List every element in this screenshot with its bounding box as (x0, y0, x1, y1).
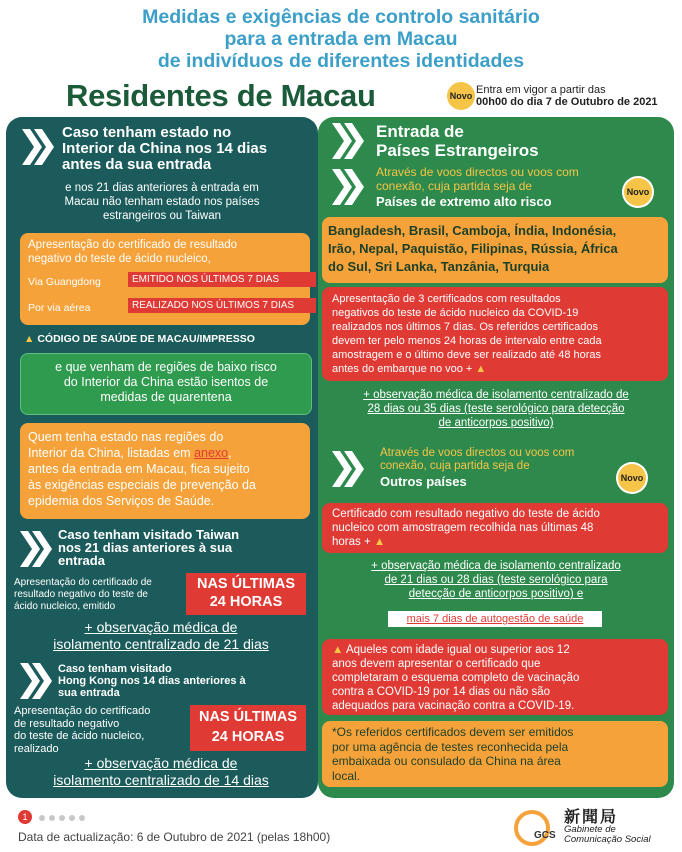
warning-icon: ▲ (332, 644, 344, 656)
high-risk-intro (376, 165, 579, 210)
listed-line: antes da entrada em Macau, fica sujeito (28, 462, 250, 476)
title-line: Medidas e exigências de controlo sanitário (142, 6, 540, 28)
age-line: anos devem apresentar o certificado que (332, 658, 541, 670)
countries-box (322, 217, 668, 283)
org-chinese: 新聞局 (564, 809, 619, 826)
other-heading: Outros países (380, 474, 467, 489)
air-requirement-badge: REALIZADO NOS ÚLTIMOS 7 DIAS (128, 298, 316, 313)
note-line: por uma agência de testes reconhecida pela (332, 739, 569, 754)
listed-text: Interior da China, listadas em (28, 446, 191, 460)
page-indicator (18, 808, 89, 826)
arrow-icon: ▲ (24, 333, 38, 345)
hk-cert-line: de resultado negativo (14, 717, 120, 730)
listed-line (28, 445, 302, 461)
taiwan-cert-line: ácido nucleico, emitido (14, 601, 116, 612)
subtext-line: e nos 21 dias anteriores à entrada em (65, 182, 259, 194)
page-subtitle: Residentes de Macau (66, 78, 376, 113)
effective-line: 00h00 do dia 7 de Outubro de 2021 (476, 96, 658, 108)
hk-timing-line: NAS ÚLTIMAS (198, 709, 297, 725)
vaccination-text (322, 639, 668, 717)
new-badge: Novo (447, 82, 475, 110)
test-box-text (28, 238, 237, 266)
listed-regions-text (20, 423, 310, 515)
hk-timing-badge (190, 705, 306, 751)
listed-regions-box (20, 423, 310, 519)
obs2-line: detecção de anticorpos positivo) e (408, 588, 584, 600)
page-dots (39, 808, 89, 825)
gcs-logo (510, 806, 556, 846)
hk-cert-text (14, 705, 150, 755)
current-page-dot[interactable]: 1 (18, 810, 32, 824)
taiwan-title-line: Caso tenham visitado Taiwan (58, 527, 240, 542)
three-cert-line: amostragem e o último deve ser realizado até 48 horas (332, 349, 602, 361)
observation-28-35 (328, 388, 664, 430)
test-box-line: negativo do teste de ácido nucleico, (28, 253, 211, 265)
taiwan-title (58, 528, 239, 567)
high-risk-heading: Países de extremo alto risco (376, 194, 552, 209)
new-badge: Novo (624, 178, 652, 206)
page-dot[interactable] (49, 815, 55, 821)
three-cert-text (322, 287, 668, 381)
hk-cert-line: realizado (14, 742, 59, 755)
taiwan-obs-line: + observação médica de (84, 619, 238, 635)
foreign-title (376, 122, 539, 160)
section-title-china (62, 125, 267, 173)
note-box (322, 721, 668, 787)
vaccination-box (322, 639, 668, 715)
obs1-line: + observação médica de isolamento centralizado de (363, 389, 629, 401)
note-line: *Os referidos certificados devem ser emitidos (332, 725, 574, 739)
obs2-line: + observação médica de isolamento centralizado (371, 560, 621, 572)
page-title (0, 6, 682, 72)
age-line: completaram o esquema completo de vacinação (332, 672, 580, 684)
gcs-logo-icon (510, 806, 556, 846)
note-line: embaixada ou consulado da China na área (332, 754, 561, 768)
page-dot[interactable] (39, 815, 45, 821)
page-dot[interactable] (69, 815, 75, 821)
high-risk-line: Através de voos directos ou voos com (376, 165, 579, 179)
three-cert-line (332, 362, 658, 376)
page-dot[interactable] (59, 815, 65, 821)
chevron-right-icon (330, 449, 370, 489)
via-guangdong-label: Via Guangdong (28, 276, 101, 288)
hk-title (58, 663, 246, 699)
guangdong-requirement-badge: EMITIDO NOS ÚLTIMOS 7 DIAS (128, 272, 316, 287)
low-risk-box (20, 353, 312, 415)
three-certificates-box (322, 287, 668, 381)
listed-text: , (228, 446, 232, 460)
title-line: para a entrada em Macau (224, 28, 458, 50)
note-text (322, 721, 668, 787)
org-line: Gabinete de (564, 824, 616, 835)
other-countries-intro (380, 447, 574, 491)
three-cert-text-end: antes do embarque no voo + (332, 363, 473, 375)
countries-line: do Sul, Sri Lanka, Tanzânia, Turquia (328, 259, 550, 274)
taiwan-obs-line: isolamento centralizado de 21 dias (53, 636, 269, 652)
low-risk-line: medidas de quarentena (100, 390, 232, 404)
note-line: local. (332, 768, 361, 783)
gcs-logo-text: GCS (534, 830, 556, 841)
age-text: Aqueles com idade igual ou superior aos 12 (345, 644, 570, 656)
taiwan-cert-line: Apresentação do certificado de (14, 577, 152, 588)
hk-obs-line: isolamento centralizado de 14 dias (53, 772, 269, 788)
age-line: contra a COVID-19 por 14 dias ou não são (332, 686, 550, 698)
observation-21-28 (328, 559, 664, 601)
three-cert-line: Apresentação de 3 certificados com resultados (332, 293, 561, 305)
effective-line: Entra em vigor a partir das (476, 84, 606, 96)
section-title-line: antes da sua entrada (62, 156, 212, 173)
chevron-right-icon (18, 529, 58, 569)
chevron-right-icon (20, 127, 56, 167)
taiwan-timing-badge (186, 573, 306, 615)
cert-48h-text (322, 503, 668, 553)
foreign-title-line: Entrada de (376, 122, 464, 141)
foreign-countries-panel (318, 117, 674, 798)
new-badge: Novo (618, 464, 646, 492)
listed-line: às exigências especiais de prevenção da (28, 478, 256, 492)
three-cert-line: realizados nos últimos 7 dias. Os referidos certificados (332, 321, 598, 333)
other-line: conexão, cuja partida seja de (380, 460, 530, 472)
subtext-line: estrangeiros ou Taiwan (102, 210, 222, 222)
low-risk-line: do Interior da China estão isentos de (63, 375, 269, 389)
warning-icon: ▲ (475, 363, 487, 375)
taiwan-cert-line: resultado negativo do teste de (14, 589, 148, 600)
hk-title-line: Hong Kong nos 14 dias anteriores à (58, 675, 246, 687)
cert48-text-end: horas + (332, 536, 371, 548)
chevron-right-icon (330, 121, 370, 161)
chevron-right-icon (18, 661, 58, 701)
hk-obs-line: + observação médica de (84, 755, 238, 771)
health-code-text: CÓDIGO DE SAÚDE DE MACAU/IMPRESSO (37, 333, 255, 345)
countries-text (322, 217, 668, 281)
section-title-line: Caso tenham estado no (62, 124, 232, 141)
listed-line: epidemia dos Serviços de Saúde. (28, 494, 215, 508)
taiwan-timing-line: 24 HORAS (209, 594, 283, 610)
hk-observation (20, 755, 302, 789)
hk-cert-line: Apresentação do certificado (14, 705, 151, 717)
countries-line: Irão, Nepal, Paquistão, Filipinas, Rússia, África (328, 241, 618, 256)
three-cert-line: negativos do teste de ácido nucleico da COVID-19 (332, 307, 579, 319)
residents-china-panel (6, 117, 318, 798)
obs1-line: de anticorpos positivo) (438, 417, 554, 429)
cert48-line (332, 535, 658, 549)
other-line: Através de voos directos ou voos com (380, 447, 575, 459)
hk-title-line: Caso tenham visitado (58, 663, 172, 675)
hk-title-line: sua entrada (58, 687, 120, 699)
effective-date (476, 84, 658, 108)
taiwan-title-line: entrada (58, 553, 105, 568)
chevron-right-icon (330, 167, 370, 207)
cert48-line: nucleico com amostragem recolhida nas últimas 48 (332, 522, 594, 534)
age-line (332, 643, 658, 657)
three-cert-line: devem ter pelo menos 24 horas de intervalo entre cada (332, 335, 602, 347)
taiwan-cert-text (14, 577, 152, 613)
hk-cert-line: do teste de ácido nucleico, (14, 730, 145, 742)
cert48-line: Certificado com resultado negativo do teste de ácido (332, 508, 600, 520)
test-certificate-box (20, 233, 310, 325)
org-name (564, 825, 651, 845)
annex-link[interactable]: anexo (194, 446, 229, 460)
warning-icon: ▲ (373, 536, 386, 548)
test-box-line: Apresentação do certificado de resultado (28, 239, 238, 251)
low-risk-line: e que venham de regiões de baixo risco (55, 360, 277, 374)
foreign-title-line: Países Estrangeiros (376, 141, 539, 160)
hk-timing-line: 24 HORAS (211, 729, 285, 745)
taiwan-observation (20, 619, 302, 653)
listed-line: Quem tenha estado nas regiões do (28, 430, 224, 444)
taiwan-timing-line: NAS ÚLTIMAS (196, 576, 295, 592)
countries-line: Bangladesh, Brasil, Camboja, Índia, Indonésia, (328, 223, 617, 238)
high-risk-line: conexão, cuja partida seja de (376, 179, 533, 193)
self-management-tag: mais 7 dias de autogestão de saúde (388, 611, 602, 627)
update-date: Data de actualização: 6 de Outubro de 2021 (pelas 18h00) (18, 830, 331, 844)
taiwan-title-line: nos 21 dias anteriores à sua (58, 540, 233, 555)
obs2-line: de 21 dias ou 28 dias (teste serológico para (384, 574, 608, 586)
title-line: de indivíduos de diferentes identidades (157, 50, 525, 72)
obs1-line: 28 dias ou 35 dias (teste serológico para detecção (367, 403, 625, 415)
health-code-line (24, 333, 255, 345)
page-dot[interactable] (79, 815, 85, 821)
subtext-line: Macau não tenham estado nos países (64, 196, 260, 208)
org-line: Comunicação Social (564, 834, 651, 845)
section-subtext (16, 181, 308, 223)
low-risk-text (21, 354, 311, 405)
via-aerea-label: Por via aérea (28, 302, 91, 314)
age-line: adequados para vacinação contra a COVID-19. (332, 700, 575, 712)
cert-48h-box (322, 503, 668, 553)
section-title-line: Interior da China nos 14 dias (62, 140, 268, 157)
